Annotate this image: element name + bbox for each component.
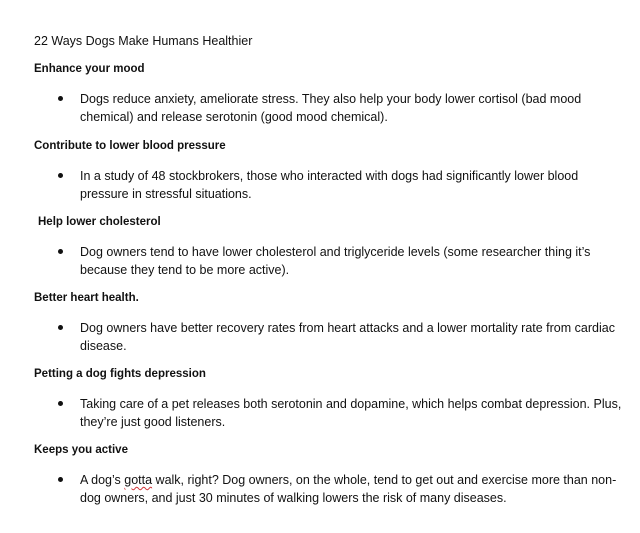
section-heading: Petting a dog fights depression bbox=[34, 368, 206, 380]
section-heading: Enhance your mood bbox=[34, 63, 145, 75]
document-title: 22 Ways Dogs Make Humans Healthier bbox=[34, 34, 253, 48]
bullet-icon bbox=[58, 249, 63, 254]
bullet-text-start: A dog’s bbox=[80, 473, 125, 487]
bullet-text: Dog owners tend to have lower cholesterol and triglyceride levels (some researcher thing it’s because they tend to be more active). bbox=[80, 245, 591, 277]
bullet-icon bbox=[58, 325, 63, 330]
section-heading: Contribute to lower blood pressure bbox=[34, 140, 226, 152]
bullet-icon bbox=[58, 96, 63, 101]
bullet-text: Taking care of a pet releases both serotonin and dopamine, which helps combat depression. Plus, they’re just good listeners. bbox=[80, 397, 622, 429]
bullet-icon bbox=[58, 477, 63, 482]
bullet-text-end: walk, right? Dog owners, on the whole, tend to get out and exercise more than non-dog owners, and just 30 minutes of walking lowers the risk of many diseases. bbox=[80, 473, 617, 505]
bullet-icon bbox=[58, 173, 63, 178]
bullet-text: Dog owners have better recovery rates from heart attacks and a lower mortality rate from cardiac disease. bbox=[80, 321, 615, 353]
section-heading: Keeps you active bbox=[34, 444, 128, 456]
bullet-text: In a study of 48 stockbrokers, those who interacted with dogs had significantly lower blood pressure in stressful situations. bbox=[80, 169, 579, 201]
section-heading: Better heart health. bbox=[34, 292, 139, 304]
bullet-text bbox=[80, 471, 625, 507]
spelling-flagged-word[interactable]: gotta bbox=[124, 473, 153, 487]
bullet-icon bbox=[58, 401, 63, 406]
bullet-text: Dogs reduce anxiety, ameliorate stress. They also help your body lower cortisol (bad mood chemical) and release serotonin (good mood chemical). bbox=[80, 92, 582, 124]
section-heading: Help lower cholesterol bbox=[38, 216, 161, 228]
